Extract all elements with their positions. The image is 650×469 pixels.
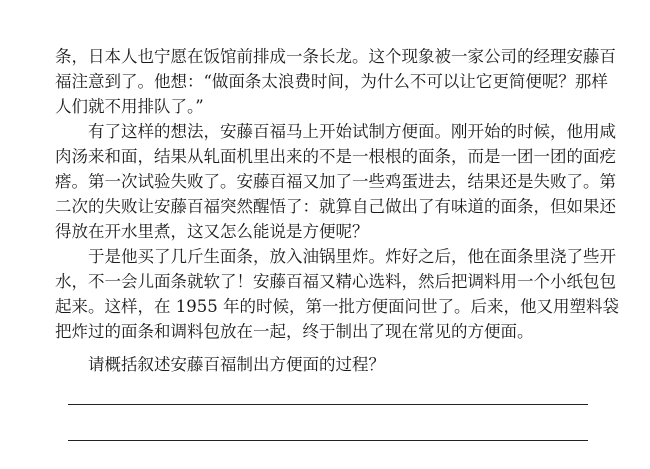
passage-line: 人们就不用排队了。” (55, 97, 204, 116)
passage-line: 二次的失败让安藤百福突然醒悟了：就算自己做出了有味道的面条，但如果还 (55, 197, 616, 216)
question-prompt: 请概括叙述安藤百福制出方便面的过程？ (88, 355, 385, 374)
passage-line: 得放在开水里煮，这又怎么能说是方便呢？ (55, 222, 369, 241)
passage-line: 肉汤来和面，结果从轧面机里出来的不是一根根的面条，而是一团一团的面疙 (55, 147, 616, 166)
passage-line: 条，日本人也宁愿在饭馆前排成一条长龙。这个现象被一家公司的经理安藤百 (55, 47, 616, 66)
passage-line: 水，不一会儿面条就软了！安藤百福又精心选料，然后把调料用一个小纸包包 (55, 272, 616, 291)
passage-line: 福注意到了。他想：“做面条太浪费时间，为什么不可以让它更简便呢？那样 (55, 72, 608, 91)
reading-passage (55, 44, 619, 344)
passage-line: 起来。这样，在 1955 年的时候，第一批方便面问世了。后来，他又用塑料袋 (55, 297, 619, 316)
passage-line: 有了这样的想法，安藤百福马上开始试制方便面。刚开始的时候，他用咸 (88, 122, 616, 141)
passage-line: 瘩。第一次试验失败了。安藤百福又加了一些鸡蛋进去，结果还是失败了。第 (55, 172, 616, 191)
passage-line: 把炸过的面条和调料包放在一起，终于制出了现在常见的方便面。 (55, 322, 534, 341)
answer-line[interactable] (68, 440, 588, 441)
answer-line[interactable] (68, 404, 588, 405)
passage-line: 于是他买了几斤生面条，放入油锅里炸。炸好之后，他在面条里浇了些开 (88, 247, 616, 266)
